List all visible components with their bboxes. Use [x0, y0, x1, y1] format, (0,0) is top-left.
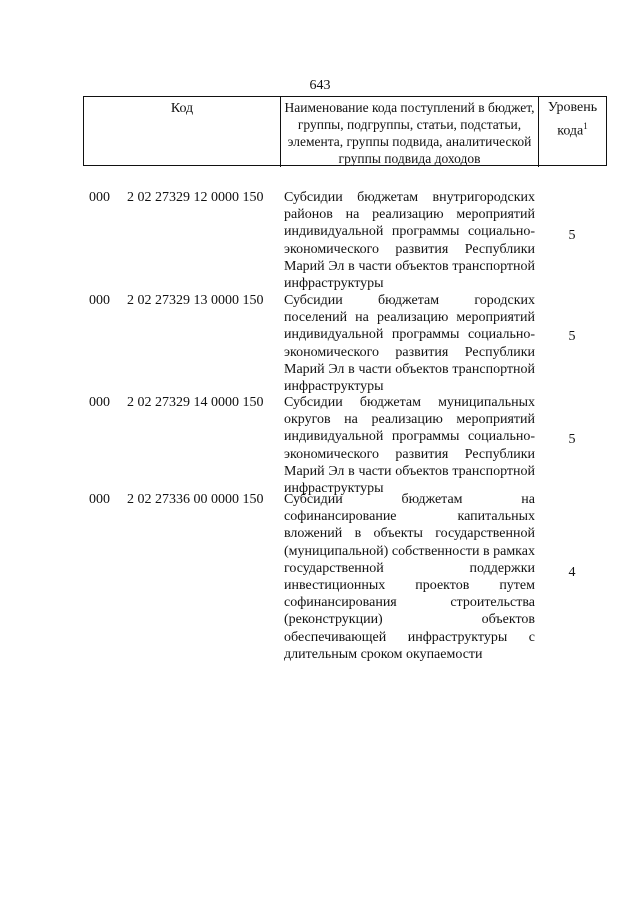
- header-code: Код: [84, 97, 281, 167]
- row-description: Субсидии бюджетам на софинансирование капитальных вложений в объекты государственной (муниципальной) собственности в рамках государственной поддержки инвестиционных проектов путем софинансирования строительства (реконструкции) объектов обеспечивающей инфраструктуры с длительным сроком окупаемости: [284, 492, 535, 662]
- row-prefix: 000: [89, 293, 110, 308]
- row-prefix: 000: [89, 492, 110, 507]
- header-name: Наименование кода поступлений в бюджет, группы, подгруппы, статьи, подстатьи, элемента, группы подвида, аналитической группы подвида доходов: [281, 97, 539, 167]
- header-level-text: Уровень кода: [547, 100, 598, 139]
- page-number: 643: [309, 78, 331, 93]
- row-level: 5: [568, 329, 576, 344]
- row-level: 5: [568, 432, 576, 447]
- header-level: [539, 97, 606, 169]
- row-description: Субсидии бюджетам муниципальных округов на реализацию мероприятий индивидуальной программы социально-экономического развития Республики Марий Эл в части объектов транспортной инфраструктуры: [284, 395, 535, 497]
- table-header: [83, 96, 607, 166]
- row-description: Субсидии бюджетам внутригородских районов на реализацию мероприятий индивидуальной программы социально-экономического развития Республики Марий Эл в части объектов транспортной инфраструктуры: [284, 190, 535, 292]
- row-code: 2 02 27336 00 0000 150: [127, 492, 264, 507]
- header-level-footnote: 1: [583, 121, 588, 131]
- row-prefix: 000: [89, 190, 110, 205]
- row-code: 2 02 27329 14 0000 150: [127, 395, 264, 410]
- row-prefix: 000: [89, 395, 110, 410]
- row-description: Субсидии бюджетам городских поселений на реализацию мероприятий индивидуальной программы социально-экономического развития Республики Марий Эл в части объектов транспортной инфраструктуры: [284, 293, 535, 395]
- row-code: 2 02 27329 13 0000 150: [127, 293, 264, 308]
- row-code: 2 02 27329 12 0000 150: [127, 190, 264, 205]
- row-level: 4: [568, 565, 576, 580]
- row-level: 5: [568, 228, 576, 243]
